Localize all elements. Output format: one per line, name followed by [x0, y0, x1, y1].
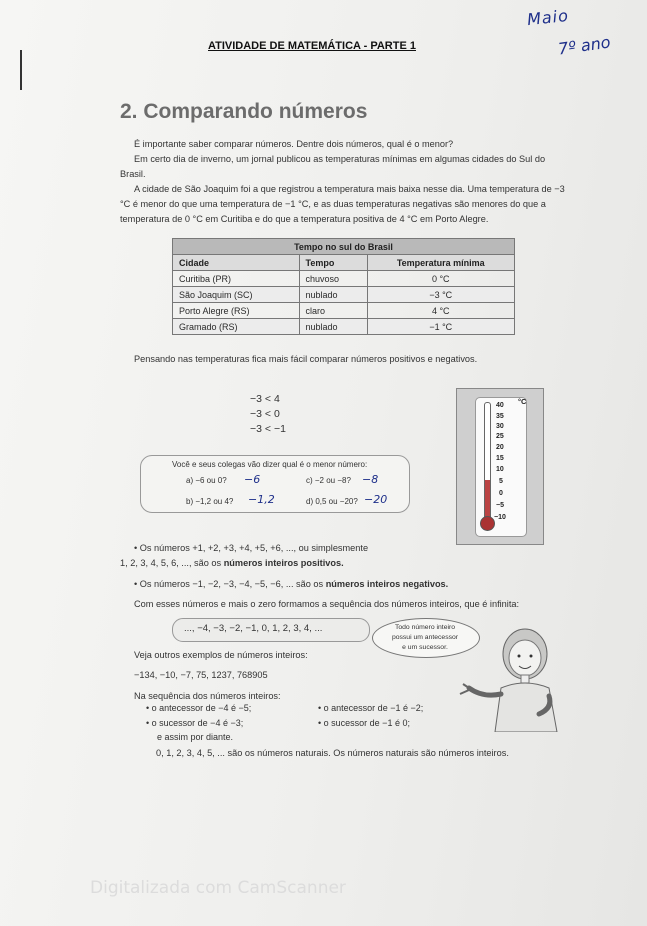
exercise-answer-a: −6	[244, 473, 261, 486]
handwritten-grade: 7º ano	[556, 32, 612, 59]
table-cell: −1 °C	[367, 319, 514, 335]
speech-line: Todo número inteiro	[394, 624, 456, 631]
table-caption: Tempo no sul do Brasil	[173, 239, 515, 255]
inequality: −3 < 0	[250, 408, 280, 420]
girl-illustration	[455, 624, 575, 732]
table-cell: nublado	[299, 287, 367, 303]
thermometer-bulb	[480, 516, 495, 531]
table-cell: 4 °C	[367, 303, 514, 319]
thermometer-tick: 40	[496, 402, 504, 409]
negatives-text: • Os números −1, −2, −3, −4, −5, −6, ... são os	[134, 579, 324, 589]
exercise-answer-c: −8	[362, 473, 379, 486]
exercise-answer-b: −1,2	[248, 493, 275, 506]
exercise-question-a: a) −6 ou 0?	[186, 476, 227, 485]
exercise-answer-d: −20	[364, 493, 388, 506]
scanner-watermark: Digitalizada com CamScanner	[90, 878, 346, 898]
table-header-weather: Tempo	[299, 255, 367, 271]
positives-bold: números inteiros positivos.	[223, 558, 344, 568]
thermometer-tick: −5	[496, 502, 504, 509]
positives-line-2	[120, 556, 344, 571]
thermometer-tick: 10	[496, 466, 504, 473]
comparison-lead: Pensando nas temperaturas fica mais fácil comparar números positivos e negativos.	[134, 354, 478, 364]
positives-line-1: • Os números +1, +2, +3, +4, +5, +6, ..., ou simplesmente	[134, 543, 369, 553]
thermometer-tick: −10	[494, 514, 506, 521]
table-row	[173, 303, 515, 319]
intro-paragraph-1: É importante saber comparar números. Dentre dois números, qual é o menor?	[134, 139, 454, 149]
table-cell: Gramado (RS)	[173, 319, 300, 335]
table-cell: claro	[299, 303, 367, 319]
fact-item: • o antecessor de −4 é −5;	[146, 703, 252, 713]
table-cell: Porto Alegre (RS)	[173, 303, 300, 319]
table-cell: chuvoso	[299, 271, 367, 287]
thermometer-tick: 25	[496, 433, 504, 440]
thermometer-liquid	[485, 480, 490, 520]
thermometer-unit: °C	[518, 397, 527, 406]
thermometer-tick: 5	[499, 478, 503, 485]
table-cell: 0 °C	[367, 271, 514, 287]
temperature-table	[172, 238, 515, 335]
inequality: −3 < 4	[250, 393, 280, 405]
table-header-min-temp: Temperatura mínima	[367, 255, 514, 271]
fact-item: • o antecessor de −1 é −2;	[318, 703, 424, 713]
negatives-bold: números inteiros negativos.	[325, 579, 449, 589]
thermometer-tick: 35	[496, 413, 504, 420]
examples-list: −134, −10, −7, 75, 1237, 768905	[134, 670, 268, 680]
table-row	[173, 319, 515, 335]
table-header-city: Cidade	[173, 255, 300, 271]
so-on: e assim por diante.	[157, 732, 234, 742]
speech-line: e um sucessor.	[402, 644, 448, 651]
intro-paragraph-2: Em certo dia de inverno, um jornal publicou as temperaturas mínimas em algumas cidades do Sul do Brasil.	[120, 154, 546, 179]
table-cell: −3 °C	[367, 287, 514, 303]
table-cell: Curitiba (PR)	[173, 271, 300, 287]
fact-item: • o sucessor de −1 é 0;	[318, 718, 410, 728]
negatives-line	[134, 577, 448, 592]
thermometer-tick: 15	[496, 455, 504, 462]
naturals-note: 0, 1, 2, 3, 4, 5, ... são os números naturais. Os números naturais são números inteiros.	[156, 748, 509, 758]
speech-line: possui um antecessor	[391, 634, 459, 641]
thermometer-tick: 30	[496, 423, 504, 430]
section-title: 2. Comparando números	[120, 100, 368, 123]
exercise-question-b: b) −1,2 ou 4?	[186, 497, 234, 506]
examples-lead: Veja outros exemplos de números inteiros:	[134, 650, 308, 660]
intro-paragraph-3: A cidade de São Joaquim foi a que registrou a temperatura mais baixa nesse dia. Uma temperatura de −3 °C é menor do que uma temperatura de −1 °C, e as duas temperaturas negativas são menores do que a temperatura de 0 °C em Curitiba e do que a temperatura positiva de 4 °C em Porto Alegre.	[120, 184, 565, 224]
exercise-question-d: d) 0,5 ou −20?	[306, 497, 358, 506]
sequence-lead: Com esses números e mais o zero formamos a sequência dos números inteiros, que é infinita:	[134, 599, 520, 609]
fact-item: • o sucessor de −4 é −3;	[146, 718, 244, 728]
handwritten-month: Maio	[526, 5, 570, 30]
inequality: −3 < −1	[250, 423, 286, 435]
facts-lead: Na sequência dos números inteiros:	[134, 691, 281, 701]
thermometer-tick: 20	[496, 444, 504, 451]
table-cell: São Joaquim (SC)	[173, 287, 300, 303]
margin-pen-mark	[20, 50, 22, 90]
exercise-intro: Você e seus colegas vão dizer qual é o menor número:	[172, 460, 368, 469]
integer-sequence: ..., −4, −3, −2, −1, 0, 1, 2, 3, 4, ...	[184, 623, 323, 634]
worksheet-title: ATIVIDADE DE MATEMÁTICA - PARTE 1	[208, 40, 416, 52]
table-row	[173, 287, 515, 303]
table-cell: nublado	[299, 319, 367, 335]
exercise-question-c: c) −2 ou −8?	[306, 476, 351, 485]
thermometer-tick: 0	[499, 490, 503, 497]
positives-text: 1, 2, 3, 4, 5, 6, ..., são os	[120, 558, 222, 568]
table-row	[173, 271, 515, 287]
